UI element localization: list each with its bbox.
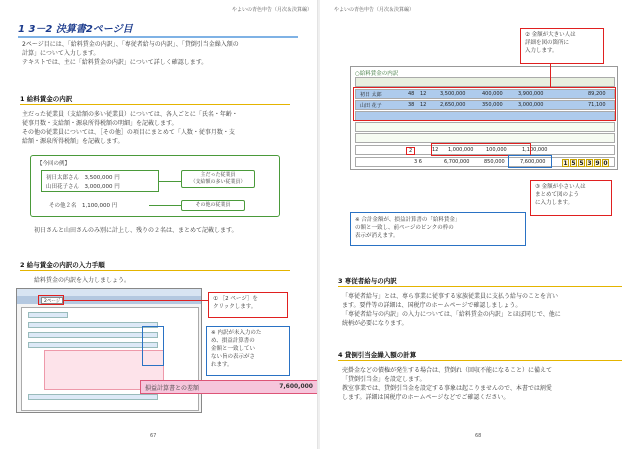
intro-line-1: 2ページ目には、「給料賃金の内訳」、「専従者給与の内訳」、「貸倒引当金繰入額の	[22, 41, 239, 48]
row2-months: 12	[420, 102, 427, 108]
section1-line-4: 給額・源泉所得税額」を記載します。	[22, 138, 124, 145]
section3-text	[342, 292, 636, 328]
table-header	[355, 77, 615, 87]
grand-total: 7,600,000	[520, 159, 546, 165]
tax-digit: 5	[579, 160, 584, 167]
example-label: 【今回の例】	[37, 161, 71, 167]
section4-heading: 4 貸倒引当金繰入額の計算	[338, 350, 622, 361]
screenshot-row	[28, 312, 68, 318]
tab-page-2[interactable]: 2ページ	[41, 297, 63, 304]
left-page	[0, 0, 318, 449]
screenshot-row	[28, 332, 158, 338]
section4-line-2: 「貸倒引当金」を設定します。	[342, 376, 426, 383]
section1-line-1: 主だった従業員（支給額の多い従業員）については、各人ごとに「氏名・年齢・	[22, 111, 238, 118]
callout2-line-1: ※ 内訳が未入力のた	[211, 330, 262, 336]
callout1-line-1: ① ［2 ページ］を	[213, 296, 258, 302]
mismatch-highlight	[142, 326, 164, 366]
section4-text	[342, 366, 636, 402]
row1-months: 12	[420, 91, 427, 97]
section1-heading: 1 給料賃金の内訳	[20, 94, 290, 105]
table-row-total	[355, 157, 615, 167]
total-match-note	[350, 212, 526, 246]
callout-large-line-3: 入力します。	[525, 48, 558, 54]
note-line-1: ※ 合計金額が、損益計算書の「給料賃金」	[355, 217, 461, 223]
section1-closing: 初日さんと山田さんのみ別に計上し、残りの２名は、まとめて記載します。	[34, 227, 238, 234]
running-head-right: やよいの青色申告（月次＆決算編）	[334, 7, 415, 13]
intro-line-3: テキストでは、主に「給料賃金の内訳」について詳しく確認します。	[22, 59, 208, 66]
row2-total: 3,000,000	[518, 102, 544, 108]
page-number-right: 68	[475, 433, 482, 439]
callout-mismatch-note	[206, 326, 290, 376]
section3-line-1: 「専従者給与」とは、専ら事業に従事する家族従業員に支払う給与のことを言い	[342, 293, 559, 300]
note-main-line-1: 主だった従業員	[200, 172, 236, 178]
section1-line-2: 従事月数・支給額・源泉所得税額の明細」を記載します。	[22, 120, 178, 127]
note-main-employees	[181, 170, 255, 188]
difference-label: 損益計算書との差額	[145, 385, 200, 392]
tax-digit: 1	[563, 160, 568, 167]
example-box	[30, 155, 280, 217]
callout-small-line-3: に入力します。	[535, 200, 574, 206]
note-main-line-2: （支給額の多い従業員）	[190, 179, 246, 185]
callout-small-line-2: まとめて図のよう	[535, 192, 580, 198]
callout2-line-5: れます。	[211, 362, 233, 368]
other-total: 1,100,000	[522, 147, 548, 153]
row1-extra: 400,000	[482, 91, 503, 97]
section3-line-4: 続柄が必要になります。	[342, 320, 408, 327]
grand-total-highlight	[508, 155, 552, 168]
chapter-title: 1 3－2 決算書2ページ目	[18, 20, 298, 38]
tax-digit: 9	[595, 160, 600, 167]
row2-amount: 2,650,000	[440, 102, 466, 108]
software-screenshot	[16, 288, 202, 413]
table-row[interactable]	[355, 133, 615, 143]
section1-line-3: その他の従業員については、［その他］の項目にまとめて「人数・従事月数・支	[22, 129, 235, 136]
row2-tax: 71,100	[588, 102, 606, 108]
section4-line-3: 教室事業では、貸倒引当金を設定する事象は起こりませんので、本書では割愛	[342, 385, 552, 392]
connector-other	[149, 205, 181, 206]
row1-name: 初日 太郎	[360, 92, 382, 98]
tax-digit: 0	[603, 160, 608, 167]
section3-line-3: 「専従者給与の内訳」の入力については、「給料賃金の内訳」とほぼ同じで、他に	[342, 311, 561, 318]
callout2-line-3: 金額と一致してい	[211, 346, 256, 352]
row1-age: 48	[408, 91, 415, 97]
note-line-2: の額と一致し、前ページのピンクの枠の	[355, 225, 454, 231]
row1-total: 3,900,000	[518, 91, 544, 97]
row2-extra: 350,000	[482, 102, 503, 108]
section3-line-2: ます。要件等の詳細は、国税庁のホームページで確認しましょう。	[342, 302, 522, 309]
screenshot-row	[28, 394, 158, 400]
connector-main	[159, 181, 181, 182]
screenshot-row	[28, 322, 158, 328]
tab-highlight-box	[38, 295, 64, 305]
section2-heading: 2 給与賃金の内訳の入力手順	[20, 260, 290, 271]
callout2-line-4: ない旨の表示がさ	[211, 354, 256, 360]
tax-digit: 3	[587, 160, 592, 167]
running-head-left: やよいの青色申告（月次＆決算編）	[232, 7, 313, 13]
large-amount-highlight	[353, 87, 616, 121]
note-other-employees: その他の従業員	[181, 200, 245, 211]
page-number-left: 67	[150, 433, 157, 439]
callout1-connector	[64, 300, 210, 301]
row1-amount: 3,500,000	[440, 91, 466, 97]
row2-age: 38	[408, 102, 415, 108]
row2-name: 山田 花子	[360, 103, 382, 109]
other-count: 2	[406, 147, 415, 155]
screenshot-body	[21, 307, 199, 411]
right-page	[320, 0, 640, 449]
callout-large-amount	[520, 28, 604, 64]
other-months: 12	[432, 147, 439, 153]
section2-lead: 給料賃金の内訳を入力しましょう。	[34, 277, 131, 284]
callout2-line-2: め、損益計算書の	[211, 338, 255, 344]
other-extra: 100,000	[486, 147, 507, 153]
intro-text	[22, 40, 312, 67]
difference-value: 7,600,000	[279, 383, 313, 390]
difference-bar	[140, 380, 318, 394]
callout1-line-2: クリックします。	[213, 304, 257, 310]
callout-small-amount	[530, 180, 612, 216]
note-line-3: 表示が消えます。	[355, 233, 399, 239]
other-amount: 1,000,000	[448, 147, 474, 153]
example-line-2: 山田花子さん 3,000,000 円	[46, 184, 120, 190]
section4-line-4: します。詳細は国税庁のホームページなどでご確認ください。	[342, 394, 510, 401]
example-line-1: 初日太郎さん 3,500,000 円	[46, 175, 120, 181]
callout-small-line-1: ③ 金額が小さい人は	[535, 184, 586, 190]
example-other-line: その他２名 1,100,000 円	[49, 203, 118, 209]
intro-line-2: 計算」について入力します。	[22, 50, 100, 57]
callout-large-line-1: ② 金額が大きい人は	[525, 32, 576, 38]
table-row[interactable]	[355, 122, 615, 132]
section3-heading: 3 専従者給与の内訳	[338, 276, 622, 287]
total-amount: 6,700,000	[444, 159, 470, 165]
total-months: 3 6	[414, 159, 422, 165]
tax-digit: 5	[571, 160, 576, 167]
table-title: ○給料賃金の内訳	[355, 71, 399, 77]
example-main-box	[41, 170, 159, 192]
screenshot-row	[28, 342, 158, 348]
section4-line-1: 売掛金などの債権が発生する場合は、貸倒れ（回収不能になること）に備えて	[342, 367, 553, 374]
total-extra: 850,000	[484, 159, 505, 165]
callout-large-connector	[550, 64, 551, 87]
row1-tax: 89,200	[588, 91, 606, 97]
callout-large-line-2: 詳細を図の箇所に	[525, 40, 570, 46]
section1-text	[22, 110, 312, 146]
callout-click-page2	[208, 292, 288, 318]
